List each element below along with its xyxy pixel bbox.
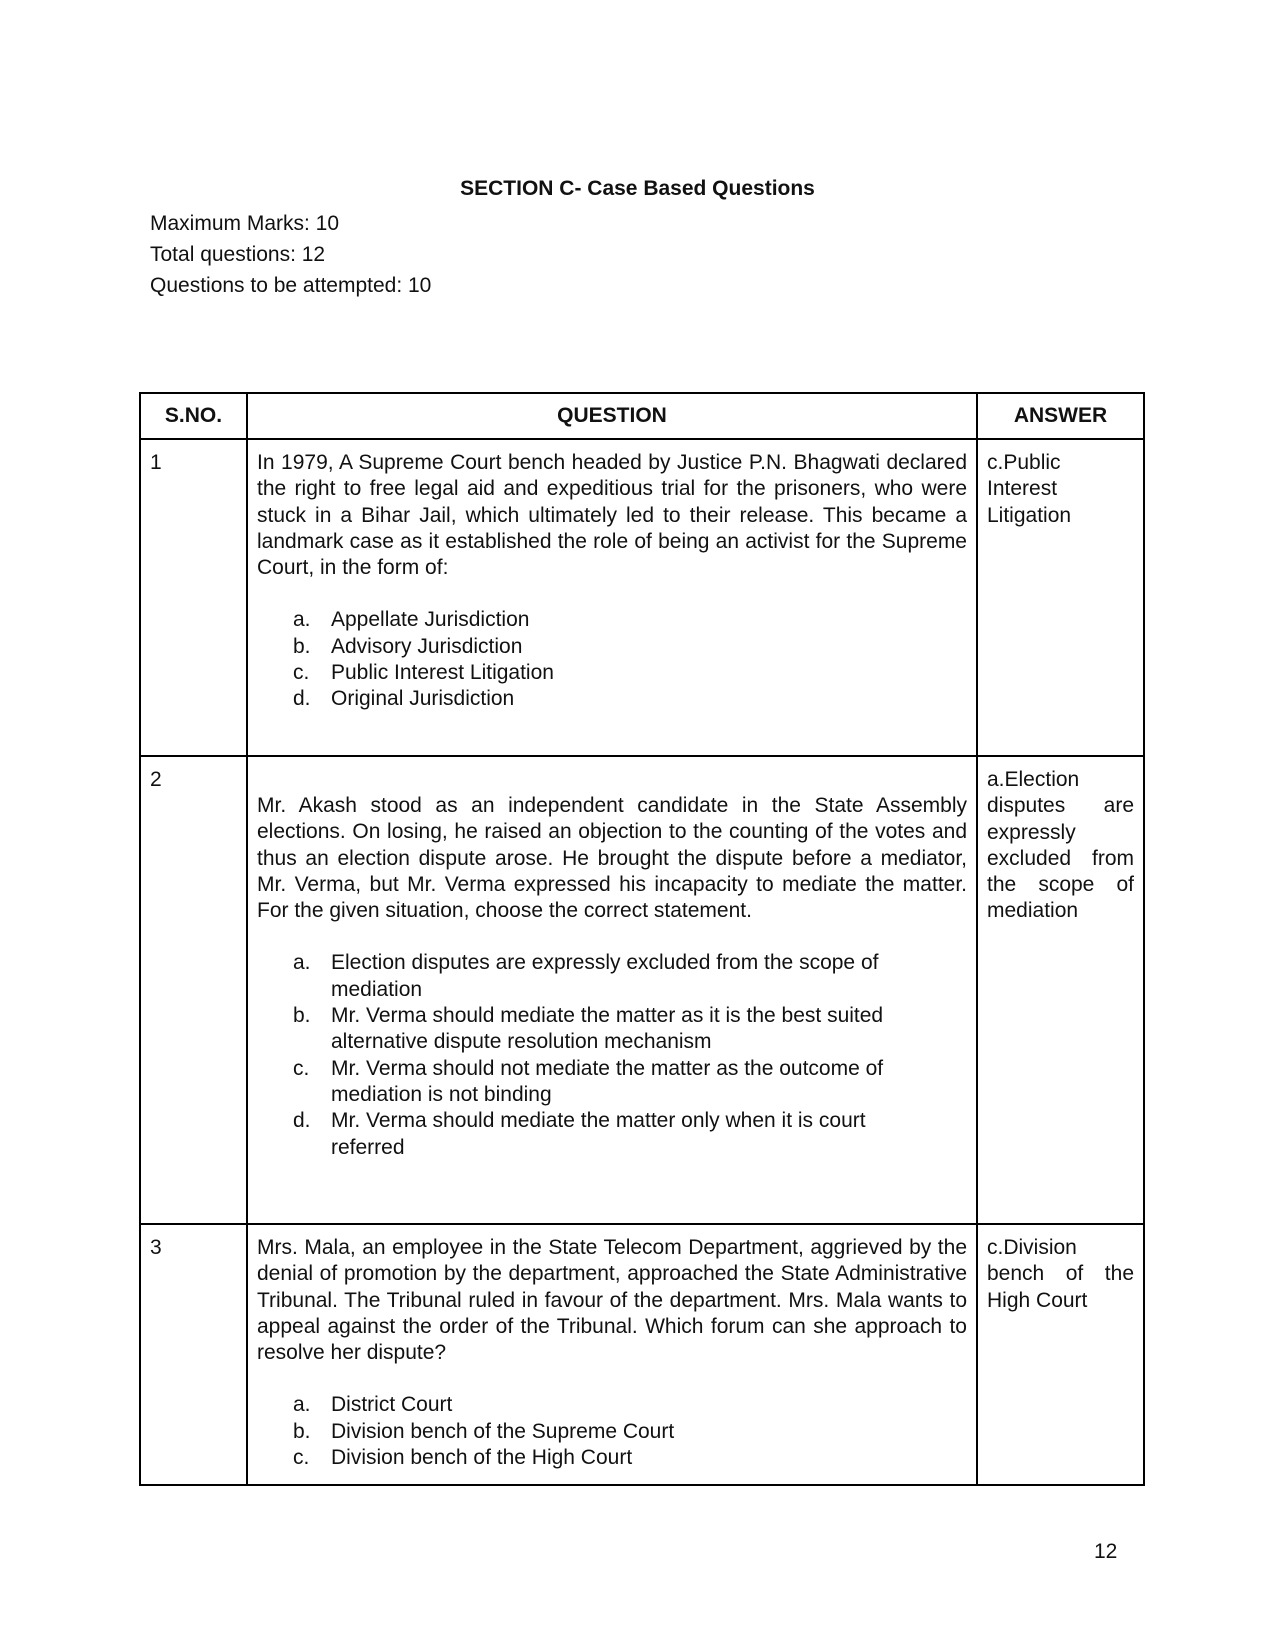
header-answer: ANSWER (977, 393, 1144, 439)
option-item (293, 1445, 967, 1471)
header-sno: S.NO. (140, 393, 247, 439)
row-answer: c.Public Interest Litigation (977, 439, 1144, 756)
table-header-row (140, 393, 1144, 439)
table-row (140, 756, 1144, 1224)
row-sno: 2 (140, 756, 247, 1224)
option-text: Mr. Verma should mediate the matter only when it is court referred (331, 1109, 866, 1159)
table-row (140, 1224, 1144, 1485)
option-label: c. (293, 661, 310, 685)
option-item (293, 634, 967, 660)
row-question (247, 756, 977, 1224)
page-number: 12 (1094, 1540, 1118, 1563)
row-question (247, 439, 977, 756)
option-item (293, 950, 967, 1003)
option-label: d. (293, 1109, 311, 1133)
option-text: Advisory Jurisdiction (331, 634, 523, 658)
row-answer: a.Election disputes are expressly excluded from the scope of mediation (977, 756, 1144, 1224)
option-label: a. (293, 951, 311, 975)
header-question: QUESTION (247, 393, 977, 439)
options-list (257, 607, 967, 712)
option-label: c. (293, 1446, 310, 1470)
option-text: Division bench of the High Court (331, 1446, 633, 1470)
option-item (293, 1392, 967, 1418)
section-title: SECTION C- Case Based Questions (460, 177, 815, 200)
option-text: Public Interest Litigation (331, 661, 554, 685)
exam-meta (150, 208, 431, 301)
max-marks: Maximum Marks: 10 (150, 212, 340, 235)
option-item (293, 1108, 967, 1161)
total-questions: Total questions: 12 (150, 243, 326, 266)
table-row (140, 439, 1144, 756)
questions-table (139, 392, 1145, 1486)
option-item (293, 607, 967, 633)
option-text: Appellate Jurisdiction (331, 608, 530, 632)
option-text: Mr. Verma should not mediate the matter as the outcome of mediation is not binding (331, 1056, 884, 1106)
option-text: Mr. Verma should mediate the matter as it is the best suited alternative dispute resolution mechanism (331, 1004, 884, 1054)
question-text: Mr. Akash stood as an independent candidate in the State Assembly elections. On losing, he raised an objection to the counting of the votes and thus an election dispute arose. He brought the dispute before a mediator, Mr. Verma, but Mr. Verma expressed his incapacity to mediate the matter. For the given situation, choose the correct statement. (257, 794, 967, 923)
option-label: c. (293, 1056, 310, 1080)
question-text: Mrs. Mala, an employee in the State Telecom Department, aggrieved by the denial of promotion by the department, approached the State Administrative Tribunal. The Tribunal ruled in favour of the department. Mrs. Mala wants to appeal against the order of the Tribunal. Which forum can she approach to resolve her dispute? (257, 1236, 967, 1365)
options-list (257, 950, 967, 1160)
option-label: b. (293, 634, 311, 658)
option-item (293, 1003, 967, 1056)
option-label: b. (293, 1004, 311, 1028)
option-item (293, 1419, 967, 1445)
option-item (293, 1056, 967, 1109)
row-sno: 1 (140, 439, 247, 756)
options-list (257, 1392, 967, 1471)
option-text: District Court (331, 1393, 453, 1417)
option-label: d. (293, 687, 311, 711)
option-text: Original Jurisdiction (331, 687, 515, 711)
row-question (247, 1224, 977, 1485)
option-label: b. (293, 1419, 311, 1443)
option-item (293, 686, 967, 712)
question-text: In 1979, A Supreme Court bench headed by Justice P.N. Bhagwati declared the right to free legal aid and expeditious trial for the prisoners, who were stuck in a Bihar Jail, which ultimately led to their release. This became a landmark case as it established the role of being an activist for the Supreme Court, in the form of: (257, 451, 967, 580)
questions-to-attempt: Questions to be attempted: 10 (150, 274, 432, 297)
row-sno: 3 (140, 1224, 247, 1485)
option-text: Division bench of the Supreme Court (331, 1419, 675, 1443)
option-item (293, 660, 967, 686)
option-label: a. (293, 608, 311, 632)
option-text: Election disputes are expressly excluded from the scope of mediation (331, 951, 879, 1001)
row-answer: c.Division bench of the High Court (977, 1224, 1144, 1485)
option-label: a. (293, 1393, 311, 1417)
